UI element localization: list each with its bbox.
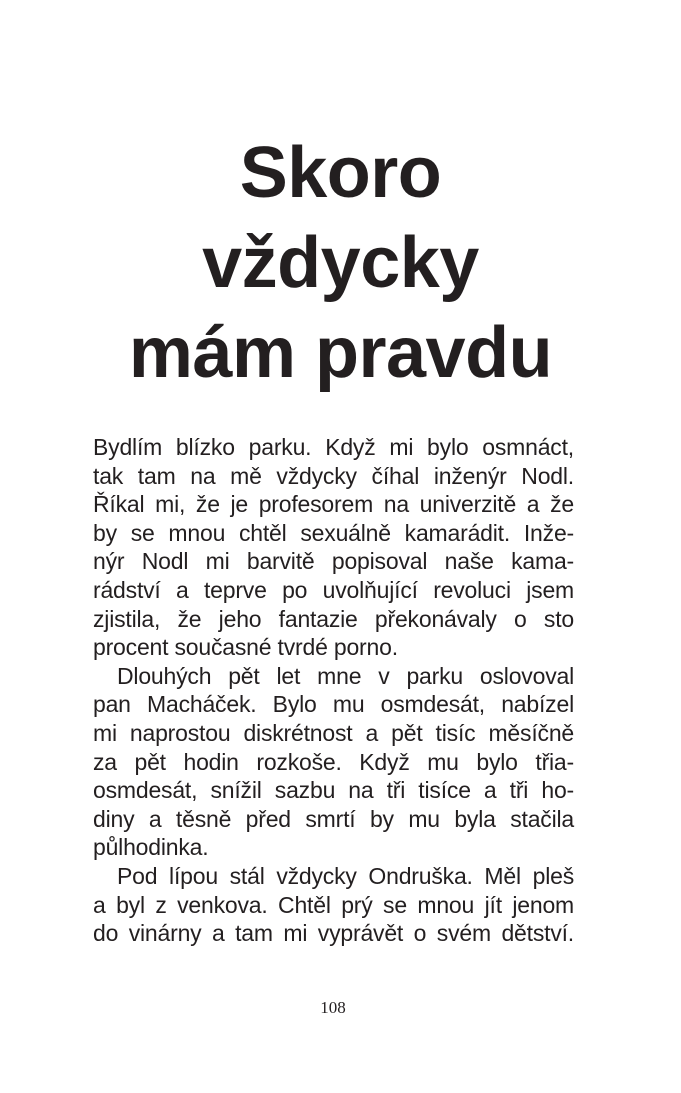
text-line: Pod lípou stál vždycky Ondruška. Měl pleš	[117, 862, 574, 889]
text-line: a byl z venkova. Chtěl prý se mnou jít jenom	[93, 891, 574, 918]
chapter-title-line: Skoro	[239, 133, 442, 213]
text-line: rádství a teprve po uvolňující revoluci jsem	[93, 576, 574, 603]
text-line: mi naprostou diskrétnost a pět tisíc měsíčně	[93, 719, 574, 746]
chapter-title-line: vždycky	[202, 223, 479, 303]
text-line: procent současné tvrdé porno.	[93, 634, 398, 661]
text-line: nýr Nodl mi barvitě popisoval naše kama-	[93, 548, 574, 575]
paragraph-3	[93, 862, 574, 948]
page-number: 108	[320, 998, 346, 1017]
text-line: osmdesát, snížil sazbu na tři tisíce a tři ho-	[93, 777, 574, 804]
paragraph-1	[93, 433, 574, 662]
paragraph-2	[93, 662, 574, 862]
text-line: do vinárny a tam mi vyprávět o svém dětství.	[93, 920, 574, 947]
body-text	[93, 433, 574, 948]
text-line: Bydlím blízko parku. Když mi bylo osmnáct,	[93, 434, 574, 460]
chapter-title-line: mám pravdu	[128, 313, 553, 393]
chapter-title	[0, 128, 681, 398]
text-line: by se mnou chtěl sexuálně kamarádit. Inže-	[93, 519, 574, 546]
text-line: diny a těsně před smrtí by mu byla stačila	[93, 805, 574, 832]
text-line: tak tam na mě vždycky číhal inženýr Nodl.	[93, 462, 574, 489]
text-line: za pět hodin rozkoše. Když mu bylo třia-	[93, 748, 574, 775]
text-line: zjistila, že jeho fantazie překonávaly o sto	[93, 605, 574, 632]
text-line: Říkal mi, že je profesorem na univerzitě a že	[93, 491, 574, 518]
text-line: půlhodinka.	[93, 834, 209, 861]
text-line: Dlouhých pět let mne v parku oslovoval	[117, 662, 574, 689]
text-line: pan Macháček. Bylo mu osmdesát, nabízel	[93, 691, 574, 718]
